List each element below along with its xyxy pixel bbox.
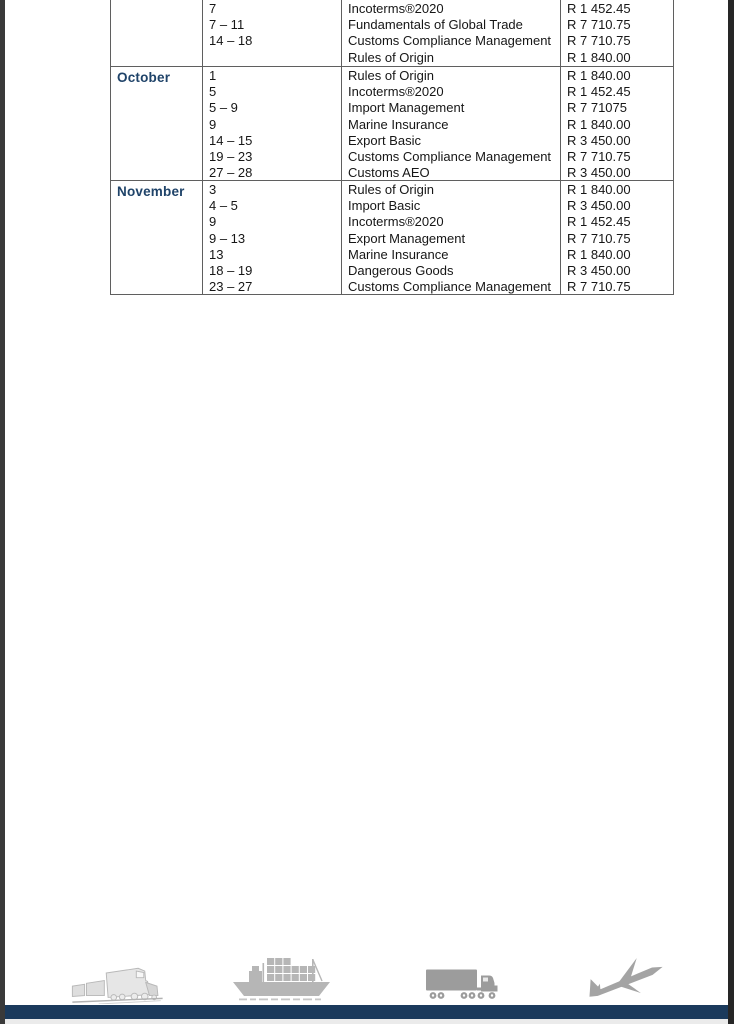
course-price: R 1 452.45 (567, 1, 631, 16)
course-name: Rules of Origin (348, 68, 434, 83)
date-range: 4 – 5 (209, 198, 238, 214)
dates-cell (202, 67, 341, 180)
course-name: Rules of Origin (348, 49, 434, 65)
course-price: R 1 840.00 (567, 68, 631, 83)
course-name: Dangerous Goods (348, 263, 454, 279)
course-name: Marine Insurance (348, 116, 449, 132)
course-name: Export Management (348, 230, 466, 246)
date-range: 14 – 15 (209, 132, 253, 148)
course-price: R 3 450.00 (567, 165, 631, 180)
course-name: Import Basic (348, 198, 421, 214)
date-range: 18 – 19 (209, 263, 253, 279)
date-range: 5 (209, 84, 217, 100)
course-name: Incoterms®2020 (348, 214, 444, 230)
prices-cell (560, 181, 673, 294)
course-name: Customs Compliance Management (348, 33, 552, 49)
course-name: Customs Compliance Management (348, 279, 552, 294)
date-range: 9 (209, 116, 217, 132)
course-price: R 7 710.75 (567, 33, 631, 49)
viewer-edge-right (728, 0, 734, 1024)
prices-cell (560, 0, 673, 66)
date-range: 14 – 18 (209, 33, 253, 49)
course-name: Fundamentals of Global Trade (348, 17, 523, 33)
course-name: Customs AEO (348, 165, 430, 180)
date-range: 1 (209, 68, 217, 83)
month-label: November (117, 184, 185, 199)
course-price: R 1 840.00 (567, 49, 631, 65)
truck-icon (426, 965, 504, 1002)
course-name: Marine Insurance (348, 246, 449, 262)
course-price: R 1 840.00 (567, 182, 631, 197)
course-price: R 7 710.75 (567, 230, 631, 246)
course-price: R 7 710.75 (567, 17, 631, 33)
month-label (111, 0, 202, 66)
date-range: 23 – 27 (209, 279, 253, 294)
date-range: 9 – 13 (209, 230, 246, 246)
date-range: 13 (209, 246, 224, 262)
date-range: 5 – 9 (209, 100, 238, 116)
dates-cell (202, 0, 341, 66)
date-range: 27 – 28 (209, 165, 253, 180)
airplane-icon (581, 950, 668, 1003)
dates-cell (202, 181, 341, 294)
course-price: R 7 710.75 (567, 149, 631, 165)
course-name: Customs Compliance Management (348, 149, 552, 165)
date-range (209, 50, 338, 66)
courses-cell (341, 181, 560, 294)
date-range: 3 (209, 182, 217, 197)
course-price: R 1 452.45 (567, 84, 631, 100)
course-name: Import Management (348, 100, 465, 116)
footer-bar (5, 1005, 728, 1019)
course-name: Incoterms®2020 (348, 84, 444, 100)
course-price: R 3 450.00 (567, 198, 631, 214)
courses-cell (341, 0, 560, 66)
training-schedule-table (110, 0, 674, 295)
courses-cell (341, 67, 560, 180)
prices-cell (560, 67, 673, 180)
course-price: R 3 450.00 (567, 263, 631, 279)
month-block-partial (111, 0, 673, 66)
course-price: R 7 71075 (567, 100, 627, 116)
month-block-november (111, 180, 673, 294)
course-price: R 1 452.45 (567, 214, 631, 230)
date-range: 7 (209, 1, 217, 16)
course-name: Incoterms®2020 (348, 1, 444, 16)
course-price: R 1 840.00 (567, 246, 631, 262)
course-name: Export Basic (348, 132, 421, 148)
date-range: 9 (209, 214, 217, 230)
date-range: 19 – 23 (209, 149, 253, 165)
date-range: 7 – 11 (209, 17, 245, 33)
cargo-ship-icon (233, 951, 331, 1002)
viewer-edge-left (0, 0, 5, 1024)
month-label: October (117, 70, 171, 85)
footer-below-strip (5, 1019, 728, 1024)
train-icon (70, 957, 165, 1004)
month-block-october (111, 66, 673, 180)
course-name: Rules of Origin (348, 182, 434, 197)
course-price: R 7 710.75 (567, 279, 631, 294)
course-price: R 1 840.00 (567, 116, 631, 132)
course-price: R 3 450.00 (567, 132, 631, 148)
